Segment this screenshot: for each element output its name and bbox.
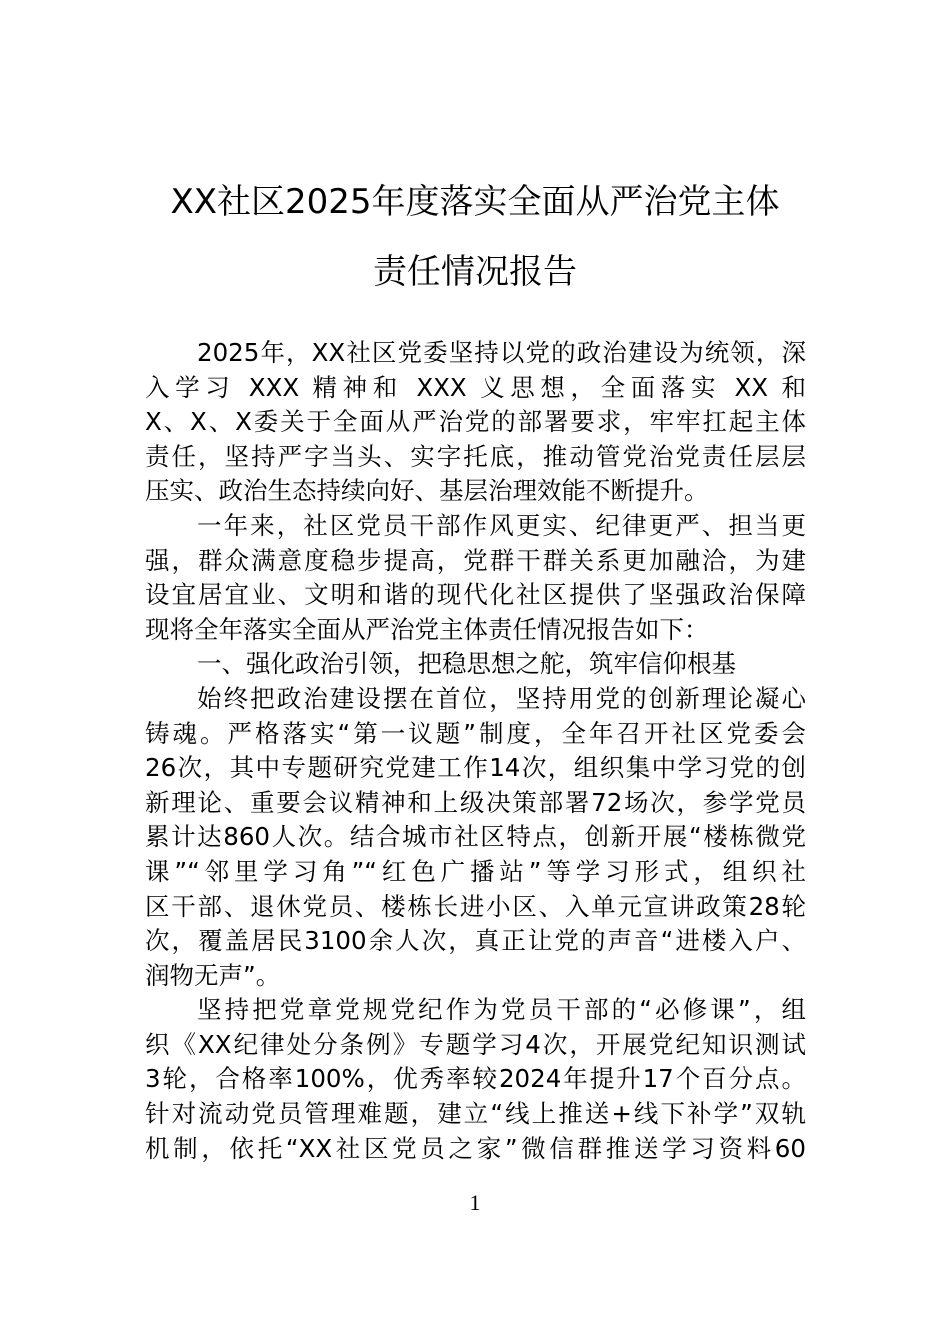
paragraph-line: 责任，坚持严字当头、实字托底，推动管党治党责任层层	[145, 441, 806, 471]
paragraph-line: X、X、X委关于全面从严治党的部署要求，牢牢扛起主体	[145, 407, 806, 437]
paragraph-line: 课”“邻里学习角”“红色广播站”等学习形式，组织社	[145, 856, 806, 886]
paragraph-line: 现将全年落实全面从严治党主体责任情况报告如下：	[145, 614, 709, 644]
paragraph-line: 强，群众满意度稳步提高，党群干群关系更加融洽，为建	[145, 545, 806, 575]
document-body	[145, 336, 806, 1166]
paragraph-line: 始终把政治建设摆在首位，坚持用党的创新理论凝心	[197, 683, 806, 713]
paragraph-line: 针对流动党员管理难题，建立“线上推送+线下补学”双轨	[145, 1099, 806, 1129]
paragraph-line: 3轮，合格率100%，优秀率较2024年提升17个百分点。	[145, 1064, 806, 1094]
paragraph-line: 设宜居宜业、文明和谐的现代化社区提供了坚强政治保障	[145, 580, 806, 610]
page-number: 1	[469, 1190, 481, 1215]
paragraph-line: 坚持把党章党规党纪作为党员干部的“必修课”，组	[197, 995, 806, 1025]
paragraph-line: 入学习 XXX 精神和 XXX 义思想，全面落实 XX 和	[145, 372, 806, 402]
paragraph-line: 新理论、重要会议精神和上级决策部署72场次，参学党员	[145, 787, 806, 817]
section-heading: 一、强化政治引领，把稳思想之舵，筑牢信仰根基	[197, 649, 736, 679]
paragraph-line: 织《XX纪律处分条例》专题学习4次，开展党纪知识测试	[145, 1029, 806, 1059]
paragraph-line: 机制，依托“XX社区党员之家”微信群推送学习资料60	[145, 1133, 806, 1163]
document-title-line-1: XX社区2025年度落实全面从严治党主体	[170, 182, 780, 222]
paragraph-line: 铸魂。严格落实“第一议题”制度，全年召开社区党委会	[145, 718, 806, 748]
paragraph-line: 累计达860人次。结合城市社区特点，创新开展“楼栋微党	[145, 822, 806, 852]
paragraph-line: 区干部、退休党员、楼栋长进小区、入单元宣讲政策28轮	[145, 891, 806, 921]
paragraph-line: 压实、政治生态持续向好、基层治理效能不断提升。	[145, 476, 709, 506]
document-title-line-2: 责任情况报告	[373, 252, 577, 292]
paragraph-line: 2025年，XX社区党委坚持以党的政治建设为统领，深	[197, 338, 806, 367]
paragraph-line: 26次，其中专题研究党建工作14次，组织集中学习党的创	[145, 753, 806, 783]
paragraph-line: 润物无声”。	[145, 960, 281, 990]
paragraph-line: 一年来，社区党员干部作风更实、纪律更严、担当更	[197, 510, 806, 540]
paragraph-line: 次，覆盖居民3100余人次，真正让党的声音“进楼入户、	[145, 926, 806, 956]
